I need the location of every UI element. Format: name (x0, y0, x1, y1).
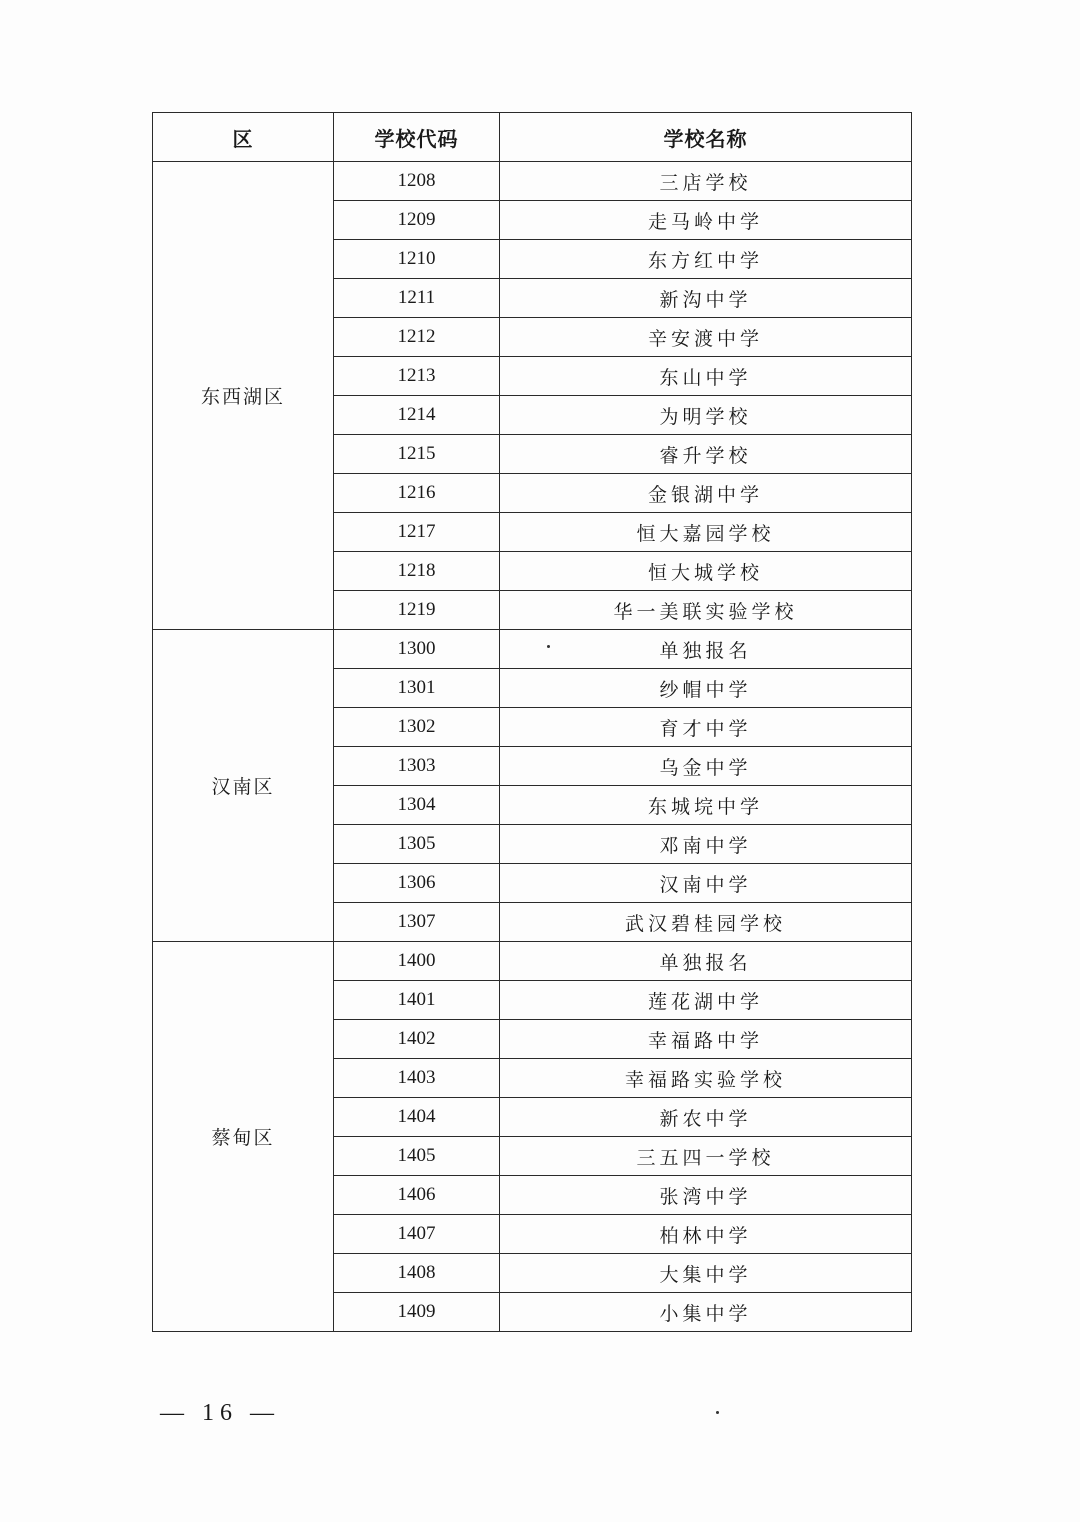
school-code-cell: 1303 (334, 747, 500, 786)
school-name-cell: 三店学校 (500, 162, 912, 201)
school-name-cell: 东城垸中学 (500, 786, 912, 825)
district-cell: 东西湖区 (153, 162, 334, 630)
table-row (153, 942, 912, 981)
school-code-cell: 1214 (334, 396, 500, 435)
school-code-cell: 1300 (334, 630, 500, 669)
table-header-row (153, 113, 912, 162)
school-name-cell: 辛安渡中学 (500, 318, 912, 357)
school-code-cell: 1218 (334, 552, 500, 591)
school-code-cell: 1307 (334, 903, 500, 942)
school-name-cell: 莲花湖中学 (500, 981, 912, 1020)
school-code-cell: 1210 (334, 240, 500, 279)
school-name-cell: 恒大嘉园学校 (500, 513, 912, 552)
table-body (153, 162, 912, 1332)
school-name-cell: 邓南中学 (500, 825, 912, 864)
school-code-cell: 1216 (334, 474, 500, 513)
school-name-cell: 纱帽中学 (500, 669, 912, 708)
school-name-cell: 单独报名 (500, 942, 912, 981)
school-name-cell: 金银湖中学 (500, 474, 912, 513)
school-code-cell: 1403 (334, 1059, 500, 1098)
school-name-cell: 大集中学 (500, 1254, 912, 1293)
school-name-cell: 新农中学 (500, 1098, 912, 1137)
school-code-cell: 1409 (334, 1293, 500, 1332)
school-code-cell: 1219 (334, 591, 500, 630)
school-code-cell: 1213 (334, 357, 500, 396)
school-name-cell: 新沟中学 (500, 279, 912, 318)
school-code-cell: 1405 (334, 1137, 500, 1176)
school-code-cell: 1306 (334, 864, 500, 903)
header-school-code: 学校代码 (334, 113, 500, 162)
district-cell: 汉南区 (153, 630, 334, 942)
school-code-cell: 1408 (334, 1254, 500, 1293)
school-name-cell: 单独报名 (500, 630, 912, 669)
table-row (153, 630, 912, 669)
school-code-cell: 1305 (334, 825, 500, 864)
school-code-cell: 1301 (334, 669, 500, 708)
school-name-cell: 育才中学 (500, 708, 912, 747)
school-code-cell: 1215 (334, 435, 500, 474)
school-name-cell: 睿升学校 (500, 435, 912, 474)
school-code-cell: 1407 (334, 1215, 500, 1254)
school-code-cell: 1211 (334, 279, 500, 318)
school-name-cell: 小集中学 (500, 1293, 912, 1332)
school-code-cell: 1209 (334, 201, 500, 240)
school-name-cell: 柏林中学 (500, 1215, 912, 1254)
page-number: — 16 — (160, 1400, 280, 1426)
school-name-cell: 走马岭中学 (500, 201, 912, 240)
school-name-cell: 幸福路实验学校 (500, 1059, 912, 1098)
school-code-cell: 1304 (334, 786, 500, 825)
district-cell: 蔡甸区 (153, 942, 334, 1332)
school-name-cell: 为明学校 (500, 396, 912, 435)
school-code-cell: 1404 (334, 1098, 500, 1137)
school-code-cell: 1217 (334, 513, 500, 552)
header-school-name: 学校名称 (500, 113, 912, 162)
school-code-cell: 1302 (334, 708, 500, 747)
scan-speck (716, 1411, 719, 1414)
scan-speck (547, 645, 550, 648)
school-code-table (152, 112, 912, 1332)
school-name-cell: 张湾中学 (500, 1176, 912, 1215)
school-name-cell: 三五四一学校 (500, 1137, 912, 1176)
school-name-cell: 恒大城学校 (500, 552, 912, 591)
school-name-cell: 华一美联实验学校 (500, 591, 912, 630)
school-code-cell: 1401 (334, 981, 500, 1020)
header-district: 区 (153, 113, 334, 162)
table-row (153, 162, 912, 201)
school-name-cell: 汉南中学 (500, 864, 912, 903)
school-name-cell: 东山中学 (500, 357, 912, 396)
school-code-cell: 1406 (334, 1176, 500, 1215)
school-name-cell: 幸福路中学 (500, 1020, 912, 1059)
school-code-cell: 1212 (334, 318, 500, 357)
school-code-cell: 1402 (334, 1020, 500, 1059)
school-name-cell: 乌金中学 (500, 747, 912, 786)
school-name-cell: 东方红中学 (500, 240, 912, 279)
school-code-cell: 1400 (334, 942, 500, 981)
school-name-cell: 武汉碧桂园学校 (500, 903, 912, 942)
school-code-cell: 1208 (334, 162, 500, 201)
